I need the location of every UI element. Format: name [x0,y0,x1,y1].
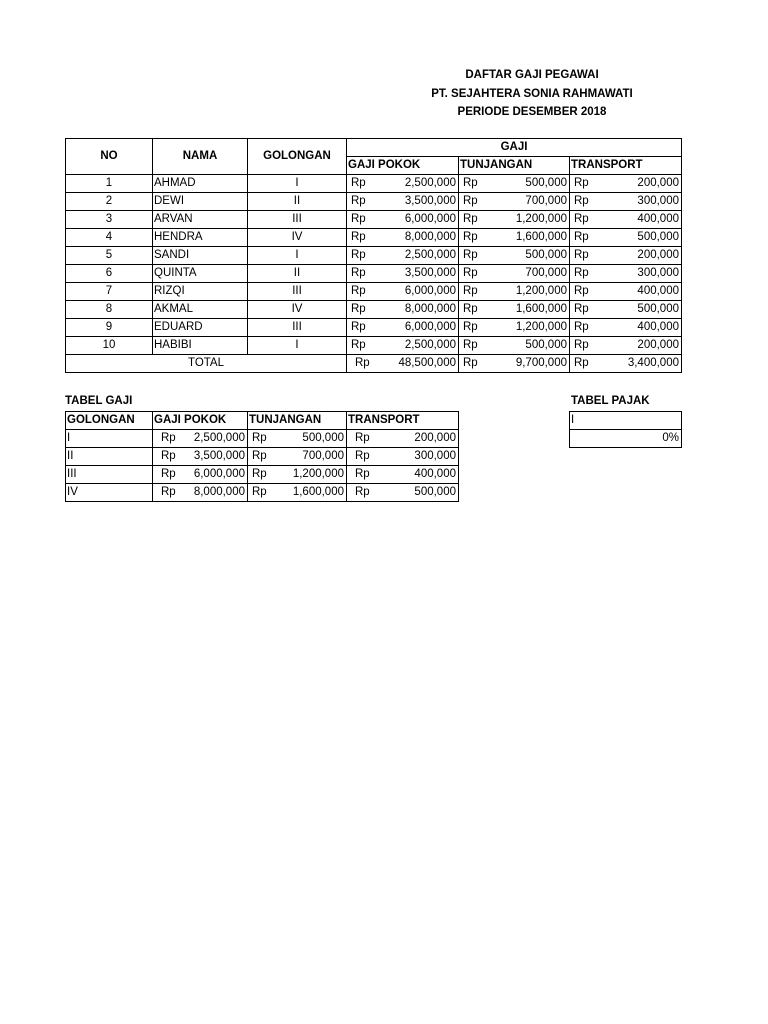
report-period: PERIODE DESEMBER 2018 [457,106,607,118]
gaji-pokok-cell [347,229,459,247]
table-row [66,265,682,283]
table-row [66,430,459,448]
table-row [66,193,682,211]
tg-transport-value: 200,000 [414,432,456,444]
currency-label: Rp [351,321,366,333]
tg-tunjangan-cell [248,430,347,448]
row-nama: EDUARD [153,319,248,337]
row-golongan: III [248,319,347,337]
total-transport: 3,400,000 [627,357,679,369]
tg-golongan: IV [66,484,153,502]
transport-value: 300,000 [637,267,679,279]
currency-label: Rp [161,450,176,462]
gaji-pokok-value: 3,500,000 [404,195,456,207]
transport-value: 200,000 [637,339,679,351]
tg-transport-cell [347,466,459,484]
currency-label: Rp [351,195,366,207]
col-header-golongan: GOLONGAN [248,139,347,175]
transport-value: 200,000 [637,177,679,189]
transport-value: 400,000 [637,213,679,225]
row-no: 1 [66,175,153,193]
transport-cell [570,193,682,211]
currency-label: Rp [355,486,370,498]
currency-label: Rp [463,321,478,333]
currency-label: Rp [574,303,589,315]
tg-header-transport: TRANSPORT [347,412,459,430]
total-transport-cell [570,355,682,373]
col-header-transport: TRANSPORT [570,157,682,175]
transport-cell [570,265,682,283]
transport-cell [570,319,682,337]
row-no: 5 [66,247,153,265]
currency-label: Rp [574,177,589,189]
tabel-pajak [569,411,682,448]
tunjangan-value: 1,600,000 [515,231,567,243]
row-nama: QUINTA [153,265,248,283]
salary-table [65,138,682,373]
tg-transport-cell [347,484,459,502]
currency-label: Rp [351,249,366,261]
transport-value: 500,000 [637,303,679,315]
tg-header-tunjangan: TUNJANGAN [248,412,347,430]
row-golongan: I [248,337,347,355]
row-nama: HENDRA [153,229,248,247]
tabel-gaji-label: TABEL GAJI [65,395,133,407]
tabel-gaji-body [66,430,459,502]
currency-label: Rp [252,486,267,498]
currency-label: Rp [574,231,589,243]
transport-cell [570,247,682,265]
row-no: 8 [66,301,153,319]
currency-label: Rp [463,357,478,369]
tunjangan-cell [459,211,570,229]
tg-gaji-pokok-cell [153,484,248,502]
currency-label: Rp [351,177,366,189]
currency-label: Rp [161,486,176,498]
tg-tunjangan-value: 700,000 [302,450,344,462]
tunjangan-value: 1,200,000 [515,285,567,297]
row-no: 2 [66,193,153,211]
table-row [66,229,682,247]
salary-table-body [66,175,682,355]
row-no: 7 [66,283,153,301]
row-no: 6 [66,265,153,283]
currency-label: Rp [463,177,478,189]
row-golongan: I [248,175,347,193]
col-header-nama: NAMA [153,139,248,175]
transport-value: 500,000 [637,231,679,243]
tg-golongan: II [66,448,153,466]
currency-label: Rp [574,285,589,297]
transport-value: 300,000 [637,195,679,207]
tg-transport-cell [347,448,459,466]
gaji-pokok-cell [347,247,459,265]
currency-label: Rp [574,357,589,369]
total-gaji-pokok: 48,500,000 [398,357,456,369]
total-gaji-pokok-cell [347,355,459,373]
currency-label: Rp [463,213,478,225]
table-row [66,283,682,301]
tg-golongan: I [66,430,153,448]
tg-tunjangan-cell [248,484,347,502]
table-row [66,337,682,355]
table-row [66,484,459,502]
transport-cell [570,337,682,355]
row-no: 3 [66,211,153,229]
currency-label: Rp [574,339,589,351]
currency-label: Rp [355,357,370,369]
gaji-pokok-value: 2,500,000 [404,177,456,189]
row-nama: RIZQI [153,283,248,301]
gaji-pokok-cell [347,193,459,211]
table-row [66,211,682,229]
gaji-pokok-value: 6,000,000 [404,213,456,225]
currency-label: Rp [355,468,370,480]
gaji-pokok-value: 6,000,000 [404,285,456,297]
tunjangan-cell [459,247,570,265]
col-header-no: NO [66,139,153,175]
tg-gaji-pokok-value: 8,000,000 [193,486,245,498]
tabel-pajak-value: 0% [570,430,682,448]
tg-gaji-pokok-cell [153,466,248,484]
tg-header-gaji-pokok: GAJI POKOK [153,412,248,430]
currency-label: Rp [463,303,478,315]
row-no: 9 [66,319,153,337]
tg-transport-value: 500,000 [414,486,456,498]
row-nama: DEWI [153,193,248,211]
total-row [66,355,682,373]
currency-label: Rp [252,450,267,462]
gaji-pokok-value: 6,000,000 [404,321,456,333]
gaji-pokok-value: 2,500,000 [404,339,456,351]
tabel-pajak-golongan: I [570,412,682,430]
table-row [66,175,682,193]
row-golongan: III [248,283,347,301]
transport-value: 200,000 [637,249,679,261]
tabel-pajak-label: TABEL PAJAK [571,395,650,407]
table-row [66,247,682,265]
currency-label: Rp [574,267,589,279]
row-golongan: IV [248,229,347,247]
tunjangan-cell [459,265,570,283]
gaji-pokok-cell [347,301,459,319]
currency-label: Rp [574,195,589,207]
tunjangan-value: 1,200,000 [515,213,567,225]
gaji-pokok-value: 3,500,000 [404,267,456,279]
total-label: TOTAL [66,355,347,373]
tunjangan-value: 500,000 [525,339,567,351]
tunjangan-cell [459,319,570,337]
row-golongan: II [248,265,347,283]
row-no: 4 [66,229,153,247]
tg-header-golongan: GOLONGAN [66,412,153,430]
currency-label: Rp [574,213,589,225]
currency-label: Rp [351,303,366,315]
table-row [66,448,459,466]
currency-label: Rp [463,267,478,279]
company-name: PT. SEJAHTERA SONIA RAHMAWATI [431,87,633,100]
row-golongan: III [248,211,347,229]
tunjangan-value: 1,200,000 [515,321,567,333]
row-nama: SANDI [153,247,248,265]
transport-value: 400,000 [637,285,679,297]
col-header-gaji: GAJI [347,139,682,157]
transport-cell [570,283,682,301]
tg-tunjangan-cell [248,448,347,466]
currency-label: Rp [351,213,366,225]
col-header-gaji-pokok: GAJI POKOK [347,157,459,175]
tg-transport-value: 400,000 [414,468,456,480]
tunjangan-cell [459,283,570,301]
tg-tunjangan-cell [248,466,347,484]
currency-label: Rp [463,231,478,243]
row-golongan: IV [248,301,347,319]
gaji-pokok-value: 8,000,000 [404,231,456,243]
currency-label: Rp [574,249,589,261]
gaji-pokok-value: 2,500,000 [404,249,456,261]
tunjangan-cell [459,229,570,247]
currency-label: Rp [351,267,366,279]
total-tunjangan: 9,700,000 [515,357,567,369]
row-golongan: II [248,193,347,211]
tunjangan-value: 700,000 [525,195,567,207]
tg-gaji-pokok-cell [153,430,248,448]
table-row [66,319,682,337]
row-golongan: I [248,247,347,265]
gaji-pokok-value: 8,000,000 [404,303,456,315]
table-row [66,301,682,319]
row-no: 10 [66,337,153,355]
tunjangan-value: 500,000 [525,249,567,261]
total-tunjangan-cell [459,355,570,373]
gaji-pokok-cell [347,265,459,283]
row-nama: AKMAL [153,301,248,319]
tg-gaji-pokok-value: 2,500,000 [193,432,245,444]
row-nama: HABIBI [153,337,248,355]
tg-transport-value: 300,000 [414,450,456,462]
table-row [66,466,459,484]
gaji-pokok-cell [347,337,459,355]
tg-golongan: III [66,466,153,484]
tg-gaji-pokok-cell [153,448,248,466]
currency-label: Rp [351,231,366,243]
row-nama: ARVAN [153,211,248,229]
tg-tunjangan-value: 1,200,000 [292,468,344,480]
tunjangan-value: 700,000 [525,267,567,279]
currency-label: Rp [355,450,370,462]
currency-label: Rp [351,339,366,351]
currency-label: Rp [161,432,176,444]
currency-label: Rp [463,195,478,207]
tg-gaji-pokok-value: 6,000,000 [193,468,245,480]
currency-label: Rp [463,339,478,351]
currency-label: Rp [161,468,176,480]
gaji-pokok-cell [347,283,459,301]
transport-cell [570,229,682,247]
currency-label: Rp [574,321,589,333]
transport-cell [570,175,682,193]
col-header-tunjangan: TUNJANGAN [459,157,570,175]
tg-tunjangan-value: 1,600,000 [292,486,344,498]
currency-label: Rp [463,285,478,297]
transport-cell [570,301,682,319]
currency-label: Rp [351,285,366,297]
currency-label: Rp [252,468,267,480]
tunjangan-value: 500,000 [525,177,567,189]
tg-tunjangan-value: 500,000 [302,432,344,444]
tg-gaji-pokok-value: 3,500,000 [193,450,245,462]
currency-label: Rp [463,249,478,261]
tunjangan-cell [459,193,570,211]
transport-cell [570,211,682,229]
report-header [400,66,664,122]
currency-label: Rp [252,432,267,444]
gaji-pokok-cell [347,211,459,229]
tunjangan-cell [459,175,570,193]
tg-transport-cell [347,430,459,448]
currency-label: Rp [355,432,370,444]
tunjangan-cell [459,337,570,355]
gaji-pokok-cell [347,175,459,193]
tunjangan-cell [459,301,570,319]
transport-value: 400,000 [637,321,679,333]
tunjangan-value: 1,600,000 [515,303,567,315]
row-nama: AHMAD [153,175,248,193]
tabel-gaji [65,411,459,502]
gaji-pokok-cell [347,319,459,337]
report-title: DAFTAR GAJI PEGAWAI [465,69,599,81]
